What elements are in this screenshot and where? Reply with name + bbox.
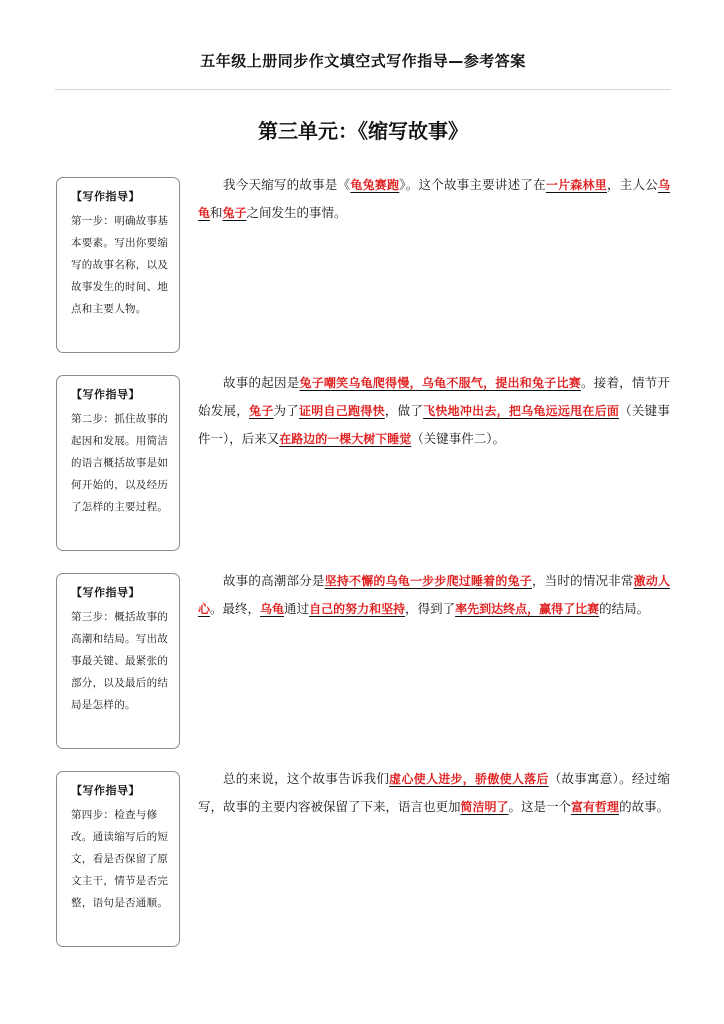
guide-title: 【写作指导】 <box>71 190 140 203</box>
body-text: 我今天缩写的故事是《 <box>223 177 351 192</box>
answer-text: 兔子 <box>249 404 274 418</box>
body-text: 。接着，情节开始发展， <box>198 375 670 418</box>
body-text: ，做了 <box>384 403 424 418</box>
section-paragraph <box>198 369 670 453</box>
answer-text: 自己的努力和坚持 <box>309 602 406 616</box>
answer-text: 兔子嘲笑乌龟爬得慢，乌龟不服气，提出和兔子比赛 <box>299 376 582 390</box>
guide-text: 第三步：概括故事的高潮和结局。写出故事最关键、最紧张的部分，以及最后的结局是怎样的。 <box>71 611 169 711</box>
guide-box-step3 <box>56 573 180 749</box>
body-text: 。这是一个 <box>508 799 572 814</box>
body-text: 总的来说，这个故事告诉我们 <box>223 771 390 786</box>
body-text: 》。这个故事主要讲述了在 <box>399 177 546 192</box>
answer-text: 激动人心 <box>198 574 670 616</box>
answer-text: 坚持不懈的乌龟一步步爬过睡着的兔子 <box>324 574 532 588</box>
page-header-title: 五年级上册同步作文填空式写作指导—参考答案 <box>200 52 526 70</box>
body-text: （关键事件一），后来又 <box>198 403 670 446</box>
section-paragraph <box>198 765 670 821</box>
body-text: 为了 <box>273 403 300 418</box>
body-text: ，得到了 <box>405 601 456 616</box>
unit-title: 第三单元：《缩写故事》 <box>258 119 468 143</box>
section-paragraph <box>198 567 670 623</box>
guide-title: 【写作指导】 <box>71 586 140 599</box>
body-text: 故事的起因是 <box>223 375 300 390</box>
answer-text: 在路边的一棵大树下睡觉 <box>279 432 412 446</box>
body-text: 和 <box>210 205 223 220</box>
guide-text: 第四步：检查与修改。通读缩写后的短文，看是否保留了原文主干，情节是否完整，语句是否通顺。 <box>71 809 169 909</box>
body-text: 的故事。 <box>619 799 670 814</box>
body-text: 的结局。 <box>599 601 650 616</box>
section-paragraph <box>198 171 670 227</box>
guide-box-step2 <box>56 375 180 551</box>
body-text: 故事的高潮部分是 <box>223 573 325 588</box>
answer-text: 虚心使人进步，骄傲使人落后 <box>389 772 549 786</box>
answer-text: 兔子 <box>222 206 247 220</box>
guide-title: 【写作指导】 <box>71 388 140 401</box>
body-text: ，当时的情况非常 <box>531 573 634 588</box>
guide-title: 【写作指导】 <box>71 784 140 797</box>
answer-text: 率先到达终点，赢得了比赛 <box>455 602 600 616</box>
body-text: ，主人公 <box>607 177 658 192</box>
answer-text: 乌龟 <box>260 602 285 616</box>
guide-box-step4 <box>56 771 180 947</box>
answer-text: 龟兔赛跑 <box>350 178 400 192</box>
body-text: （故事寓意）。经过缩写，故事的主要内容被保留了下来，语言也更加 <box>198 771 670 814</box>
guide-text: 第一步：明确故事基本要素。写出你要缩写的故事名称，以及故事发生的时间、地点和主要人物。 <box>71 215 169 315</box>
body-text: 之间发生的事情。 <box>246 205 347 220</box>
answer-text: 一片森林里 <box>545 178 608 192</box>
answer-text: 富有哲理 <box>571 800 620 814</box>
guide-box-step1 <box>56 177 180 353</box>
answer-text: 证明自己跑得快 <box>299 404 385 418</box>
header-divider <box>55 89 671 90</box>
guide-text: 第二步：抓住故事的起因和发展。用简洁的语言概括故事是如何开始的，以及经历了怎样的主要过程。 <box>71 413 169 513</box>
body-text: （关键事件二）。 <box>411 431 506 446</box>
body-text: 通过 <box>284 601 310 616</box>
body-text: 。最终， <box>210 601 261 616</box>
answer-text: 简洁明了 <box>460 800 509 814</box>
answer-text: 乌龟 <box>198 178 670 220</box>
answer-text: 飞快地冲出去，把乌龟远远甩在后面 <box>423 404 620 418</box>
